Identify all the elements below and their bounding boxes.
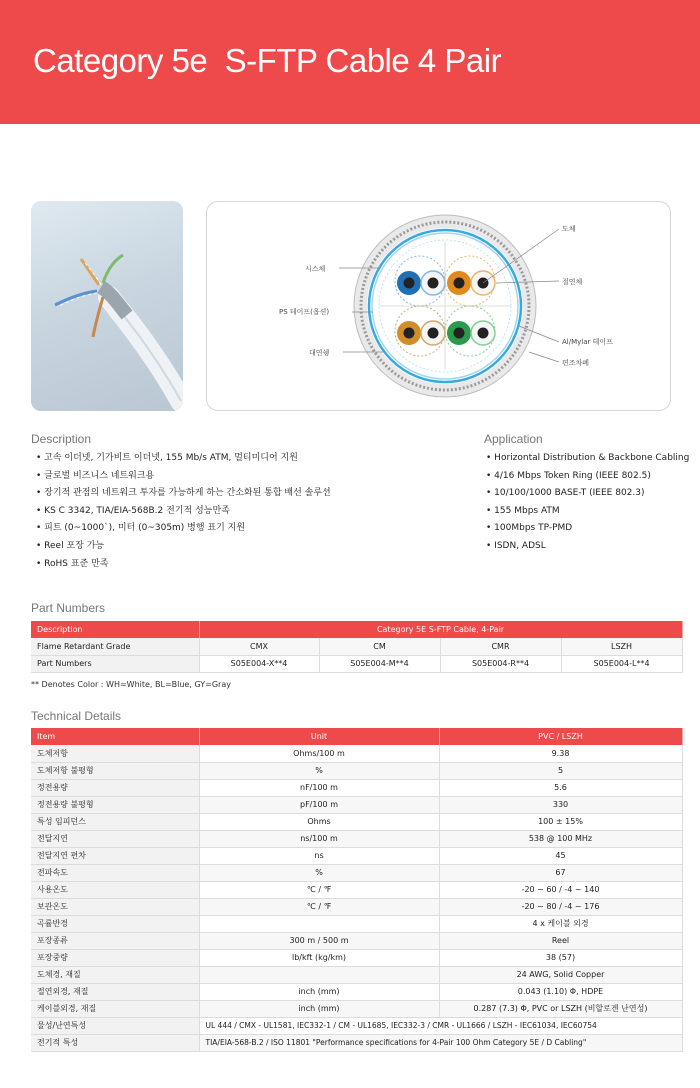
table-cell: S05E004-X**4 — [199, 655, 319, 672]
table-cell: 보관온도 — [31, 898, 199, 915]
table-row — [31, 796, 682, 813]
table-row — [31, 966, 682, 983]
table-cell: 0.043 (1.10) Φ, HDPE — [439, 983, 682, 1000]
label-ps-tape: PS 테이프(옵션) — [279, 308, 330, 316]
table-cell: ℃ / ℉ — [199, 881, 439, 898]
table-cell: 도체저항 — [31, 745, 199, 762]
table-cell: UL 444 / CMX - UL1581, IEC332-1 / CM - UL1685, IEC332-3 / CMR - UL1666 / LSZH - IEC61034, IEC60754 — [199, 1017, 682, 1034]
application-title: Application — [484, 432, 543, 446]
table-cell — [199, 915, 439, 932]
table-cell: 도체저항 불평형 — [31, 762, 199, 779]
table-cell: inch (mm) — [199, 983, 439, 1000]
table-cell: 300 m / 500 m — [199, 932, 439, 949]
table-cell: 곡률반경 — [31, 915, 199, 932]
page-title: Category 5e S-FTP Cable 4 Pair — [33, 42, 502, 79]
table-cell: S05E004-R**4 — [440, 655, 561, 672]
list-item: • 10/100/1000 BASE-T (IEEE 802.3) — [486, 485, 689, 503]
table-cell: CMR — [440, 638, 561, 655]
table-cell: CM — [319, 638, 440, 655]
table-cell: 538 @ 100 MHz — [439, 830, 682, 847]
list-item: • 고속 이더넷, 기가비트 이더넷, 155 Mb/s ATM, 멀티미디어 지원 — [36, 450, 331, 468]
table-cell: 전기적 특성 — [31, 1034, 199, 1051]
table-cell: inch (mm) — [199, 1000, 439, 1017]
table-row — [31, 1000, 682, 1017]
table-row — [31, 813, 682, 830]
table-row — [31, 745, 682, 762]
table-row — [31, 881, 682, 898]
table-row — [31, 949, 682, 966]
list-item: • 피트 (0~1000`), 미터 (0~305m) 병행 표기 지원 — [36, 520, 331, 538]
table-cell: Description — [31, 621, 199, 638]
table-cell: -20 ~ 60 / -4 ~ 140 — [439, 881, 682, 898]
table-row — [31, 1034, 682, 1051]
table-cell: 물성/난연특성 — [31, 1017, 199, 1034]
part-numbers-title: Part Numbers — [31, 601, 106, 615]
description-list — [36, 450, 331, 573]
table-row — [31, 847, 682, 864]
list-item: • 장기적 관점의 네트워크 투자를 가능하게 하는 간소화된 통합 배선 솔루션 — [36, 485, 331, 503]
table-row — [31, 864, 682, 881]
table-cell: 67 — [439, 864, 682, 881]
table-cell: 24 AWG, Solid Copper — [439, 966, 682, 983]
list-item: • 4/16 Mbps Token Ring (IEEE 802.5) — [486, 468, 689, 486]
table-cell: S05E004-M**4 — [319, 655, 440, 672]
technical-title: Technical Details — [31, 709, 122, 723]
table-row — [31, 983, 682, 1000]
table-cell: 정전용량 불평형 — [31, 796, 199, 813]
table-cell — [199, 966, 439, 983]
color-note: ** Denotes Color : WH=White, BL=Blue, GY=Gray — [31, 680, 231, 689]
part-numbers-table — [31, 621, 683, 673]
table-cell: Ohms/100 m — [199, 745, 439, 762]
table-cell: Unit — [199, 728, 439, 745]
table-cell: % — [199, 864, 439, 881]
list-item: • RoHS 표준 만족 — [36, 556, 331, 574]
table-cell: 포장중량 — [31, 949, 199, 966]
table-cell: -20 ~ 80 / -4 ~ 176 — [439, 898, 682, 915]
table-cell: 100 ± 15% — [439, 813, 682, 830]
table-cell: 정전용량 — [31, 779, 199, 796]
table-cell: lb/kft (kg/km) — [199, 949, 439, 966]
table-cell: 330 — [439, 796, 682, 813]
table-cell: Ohms — [199, 813, 439, 830]
label-insulation: 절연체 — [562, 278, 583, 286]
table-cell: 9.38 — [439, 745, 682, 762]
table-cell: 0.287 (7.3) Φ, PVC or LSZH (비할로겐 난연성) — [439, 1000, 682, 1017]
list-item: • KS C 3342, TIA/EIA-568B.2 전기적 성능만족 — [36, 503, 331, 521]
table-cell: Category 5E S-FTP Cable, 4-Pair — [199, 621, 682, 638]
table-header-row — [31, 728, 682, 745]
table-cell: 5.6 — [439, 779, 682, 796]
label-conductor: 도체 — [562, 225, 576, 233]
title-banner — [0, 0, 700, 124]
table-cell: Flame Retardant Grade — [31, 638, 199, 655]
table-cell: PVC / LSZH — [439, 728, 682, 745]
table-cell: % — [199, 762, 439, 779]
table-row — [31, 762, 682, 779]
list-item: • 100Mbps TP-PMD — [486, 520, 689, 538]
list-item: • 155 Mbps ATM — [486, 503, 689, 521]
table-cell: 도체경, 재질 — [31, 966, 199, 983]
table-row — [31, 830, 682, 847]
table-cell: 전달지연 — [31, 830, 199, 847]
table-cell: 전달지연 편차 — [31, 847, 199, 864]
table-cell: Item — [31, 728, 199, 745]
list-item: • Reel 포장 가능 — [36, 538, 331, 556]
table-cell: pF/100 m — [199, 796, 439, 813]
label-sheath: 시스체 — [305, 265, 326, 273]
list-item: • ISDN, ADSL — [486, 538, 689, 556]
table-row — [31, 779, 682, 796]
table-row — [31, 1017, 682, 1034]
table-cell: 포장종류 — [31, 932, 199, 949]
cable-photo-image — [31, 201, 183, 411]
table-cell: ns/100 m — [199, 830, 439, 847]
table-cell: Part Numbers — [31, 655, 199, 672]
table-cell: 4 x 케이블 외경 — [439, 915, 682, 932]
list-item: • Horizontal Distribution & Backbone Cabling — [486, 450, 689, 468]
table-cell: LSZH — [561, 638, 682, 655]
list-item: • 글로벌 비즈니스 네트워크용 — [36, 468, 331, 486]
table-cell: ℃ / ℉ — [199, 898, 439, 915]
table-cell: 전파속도 — [31, 864, 199, 881]
label-braid: 편조차폐 — [562, 359, 590, 367]
table-cell: 절연외경, 재질 — [31, 983, 199, 1000]
table-cell: 케이블외경, 재질 — [31, 1000, 199, 1017]
label-al-mylar: Al/Mylar 테이프 — [562, 338, 613, 346]
cross-section-diagram — [206, 201, 671, 411]
table-cell: TIA/EIA-568-B.2 / ISO 11801 "Performance specifications for 4-Pair 100 Ohm Category 5E / D Cabling" — [199, 1034, 682, 1051]
table-cell: 38 (57) — [439, 949, 682, 966]
description-title: Description — [31, 432, 92, 446]
table-row — [31, 638, 682, 655]
table-cell: 45 — [439, 847, 682, 864]
cable-photo — [31, 201, 183, 411]
technical-table — [31, 728, 683, 1052]
table-row — [31, 932, 682, 949]
table-header-row — [31, 621, 682, 638]
table-row — [31, 655, 682, 672]
label-drain-wire: 대연쉥 — [309, 349, 330, 357]
table-cell: CMX — [199, 638, 319, 655]
table-cell: 5 — [439, 762, 682, 779]
application-list — [486, 450, 689, 556]
table-cell: nF/100 m — [199, 779, 439, 796]
table-cell: Reel — [439, 932, 682, 949]
table-cell: ns — [199, 847, 439, 864]
table-row — [31, 898, 682, 915]
table-cell: 특성 임피던스 — [31, 813, 199, 830]
table-cell: 사용온도 — [31, 881, 199, 898]
cable-cross-section — [207, 202, 672, 412]
table-row — [31, 915, 682, 932]
table-cell: S05E004-L**4 — [561, 655, 682, 672]
